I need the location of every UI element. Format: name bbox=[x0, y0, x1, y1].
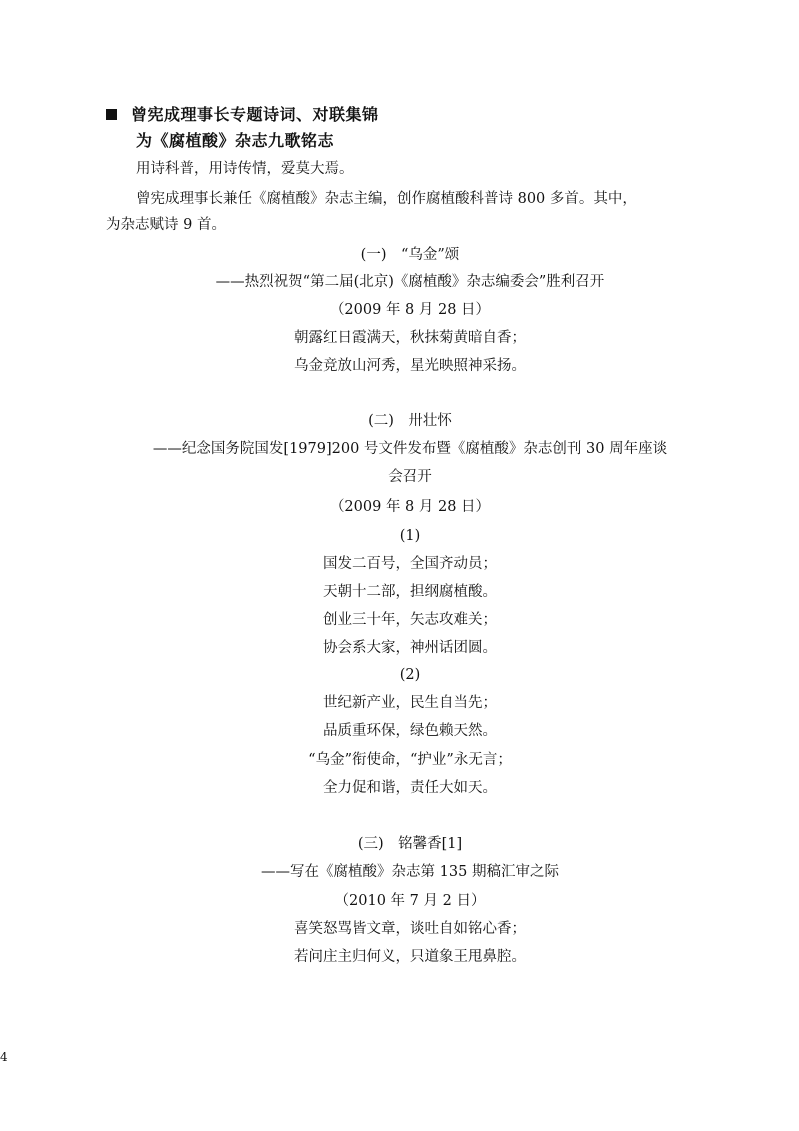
poem-2-line: 品质重环保，绿色赖天然。 bbox=[323, 723, 497, 739]
poem-3-date: （2010 年 7 月 2 日） bbox=[334, 893, 486, 909]
poem-2-line: “乌金”衔使命，“护业”永无言； bbox=[308, 752, 512, 768]
poem-1-line: 朝露红日霞满天，秋抹菊黄暗自香； bbox=[294, 330, 526, 346]
poem-3-title: (三) 铭馨香[1] bbox=[357, 836, 463, 852]
poem-2-subtitle-line-2: 会召开 bbox=[388, 469, 432, 485]
poem-1-date: （2009 年 8 月 28 日） bbox=[329, 302, 491, 318]
poem-2-part-1-label: (1) bbox=[399, 528, 421, 544]
poem-3-line: 若问庄主归何义，只道象王甩鼻腔。 bbox=[294, 949, 526, 965]
poem-2-line: 协会系大家，神州话团圆。 bbox=[323, 640, 497, 656]
square-bullet-icon bbox=[106, 109, 117, 120]
poem-1-line: 乌金竞放山河秀，星光映照神采扬。 bbox=[294, 358, 526, 374]
poem-1-subtitle: ——热烈祝贺“第二届(北京)《腐植酸》杂志编委会”胜利召开 bbox=[215, 274, 605, 290]
paragraph-line-1: 曾宪成理事长兼任《腐植酸》杂志主编，创作腐植酸科普诗 800 多首。其中， bbox=[136, 191, 637, 207]
poem-2-line: 天朝十二部，担纲腐植酸。 bbox=[323, 584, 497, 600]
poem-2-line: 国发二百号，全国齐动员； bbox=[323, 556, 497, 572]
poem-2-line: 全力促和谐，责任大如天。 bbox=[323, 780, 497, 796]
poem-2-title: (二) 卅壮怀 bbox=[368, 413, 452, 429]
poem-2-date: （2009 年 8 月 28 日） bbox=[329, 499, 491, 515]
heading-line-2: 为《腐植酸》杂志九歌铭志 bbox=[136, 131, 335, 150]
paragraph-line-2: 为杂志赋诗 9 首。 bbox=[106, 217, 226, 233]
poem-2-subtitle-line-1: ——纪念国务院国发[1979]200 号文件发布暨《腐植酸》杂志创刊 30 周年座谈 bbox=[152, 441, 668, 457]
section-heading bbox=[106, 103, 379, 127]
page-number: 4 bbox=[0, 1050, 8, 1064]
poem-2-line: 世纪新产业，民生自当先； bbox=[323, 695, 497, 711]
heading-line-1: 曾宪成理事长专题诗词、对联集锦 bbox=[131, 105, 379, 124]
poem-2-line: 创业三十年，矢志攻难关； bbox=[323, 612, 497, 628]
intro-text: 用诗科普，用诗传情，爱莫大焉。 bbox=[136, 161, 354, 177]
poem-1-title: (一) “乌金”颂 bbox=[360, 247, 460, 263]
poem-3-subtitle: ——写在《腐植酸》杂志第 135 期稿汇审之际 bbox=[261, 864, 559, 880]
poem-3-line: 喜笑怒骂皆文章，谈吐自如铭心香； bbox=[294, 921, 526, 937]
poem-2-part-2-label: (2) bbox=[399, 667, 421, 683]
